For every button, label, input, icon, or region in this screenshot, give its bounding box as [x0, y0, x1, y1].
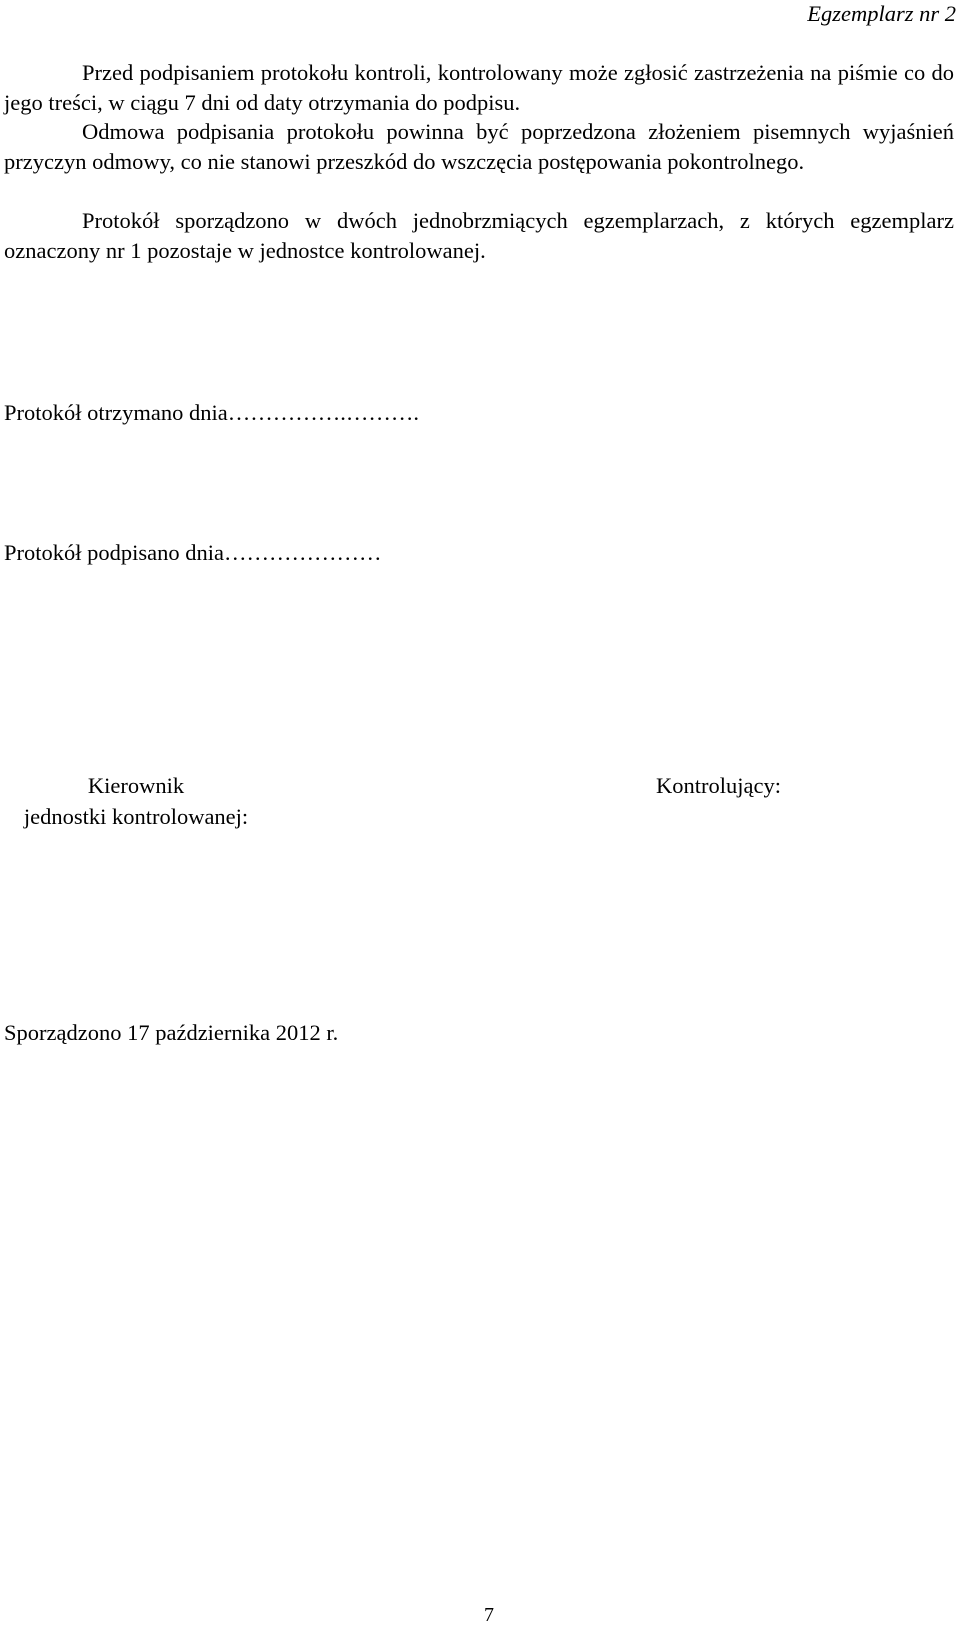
- page-number: 7: [484, 1604, 494, 1626]
- unit-head-title: Kierownik: [87, 773, 185, 798]
- copies-paragraph: Protokół sporządzono w dwóch jednobrzmiących egzemplarzach, z których egzemplarz oznaczony nr 1 pozostaje w jednostce kontrolowanej.: [4, 208, 954, 263]
- inspector-signature-label: Kontrolujący:: [656, 773, 781, 798]
- copy-number-label: Egzemplarz nr 2: [807, 1, 956, 26]
- unit-head-subtitle: jednostki kontrolowanej:: [23, 804, 249, 829]
- objection-paragraph: Przed podpisaniem protokołu kontroli, kontrolowany może zgłosić zastrzeżenia na piśmie co do jego treści, w ciągu 7 dni od daty otrzymania do podpisu.: [4, 60, 954, 115]
- refusal-paragraph: Odmowa podpisania protokołu powinna być poprzedzona złożeniem pisemnych wyjaśnień przyczyn odmowy, co nie stanowi przeszkód do wszczęcia postępowania pokontrolnego.: [4, 119, 954, 174]
- signed-date-line: Protokół podpisano dnia…………………: [4, 540, 382, 565]
- received-date-line: Protokół otrzymano dnia…………….……….: [4, 400, 419, 425]
- drawn-up-date: Sporządzono 17 października 2012 r.: [4, 1020, 339, 1045]
- unit-head-signature-label: [4, 770, 268, 832]
